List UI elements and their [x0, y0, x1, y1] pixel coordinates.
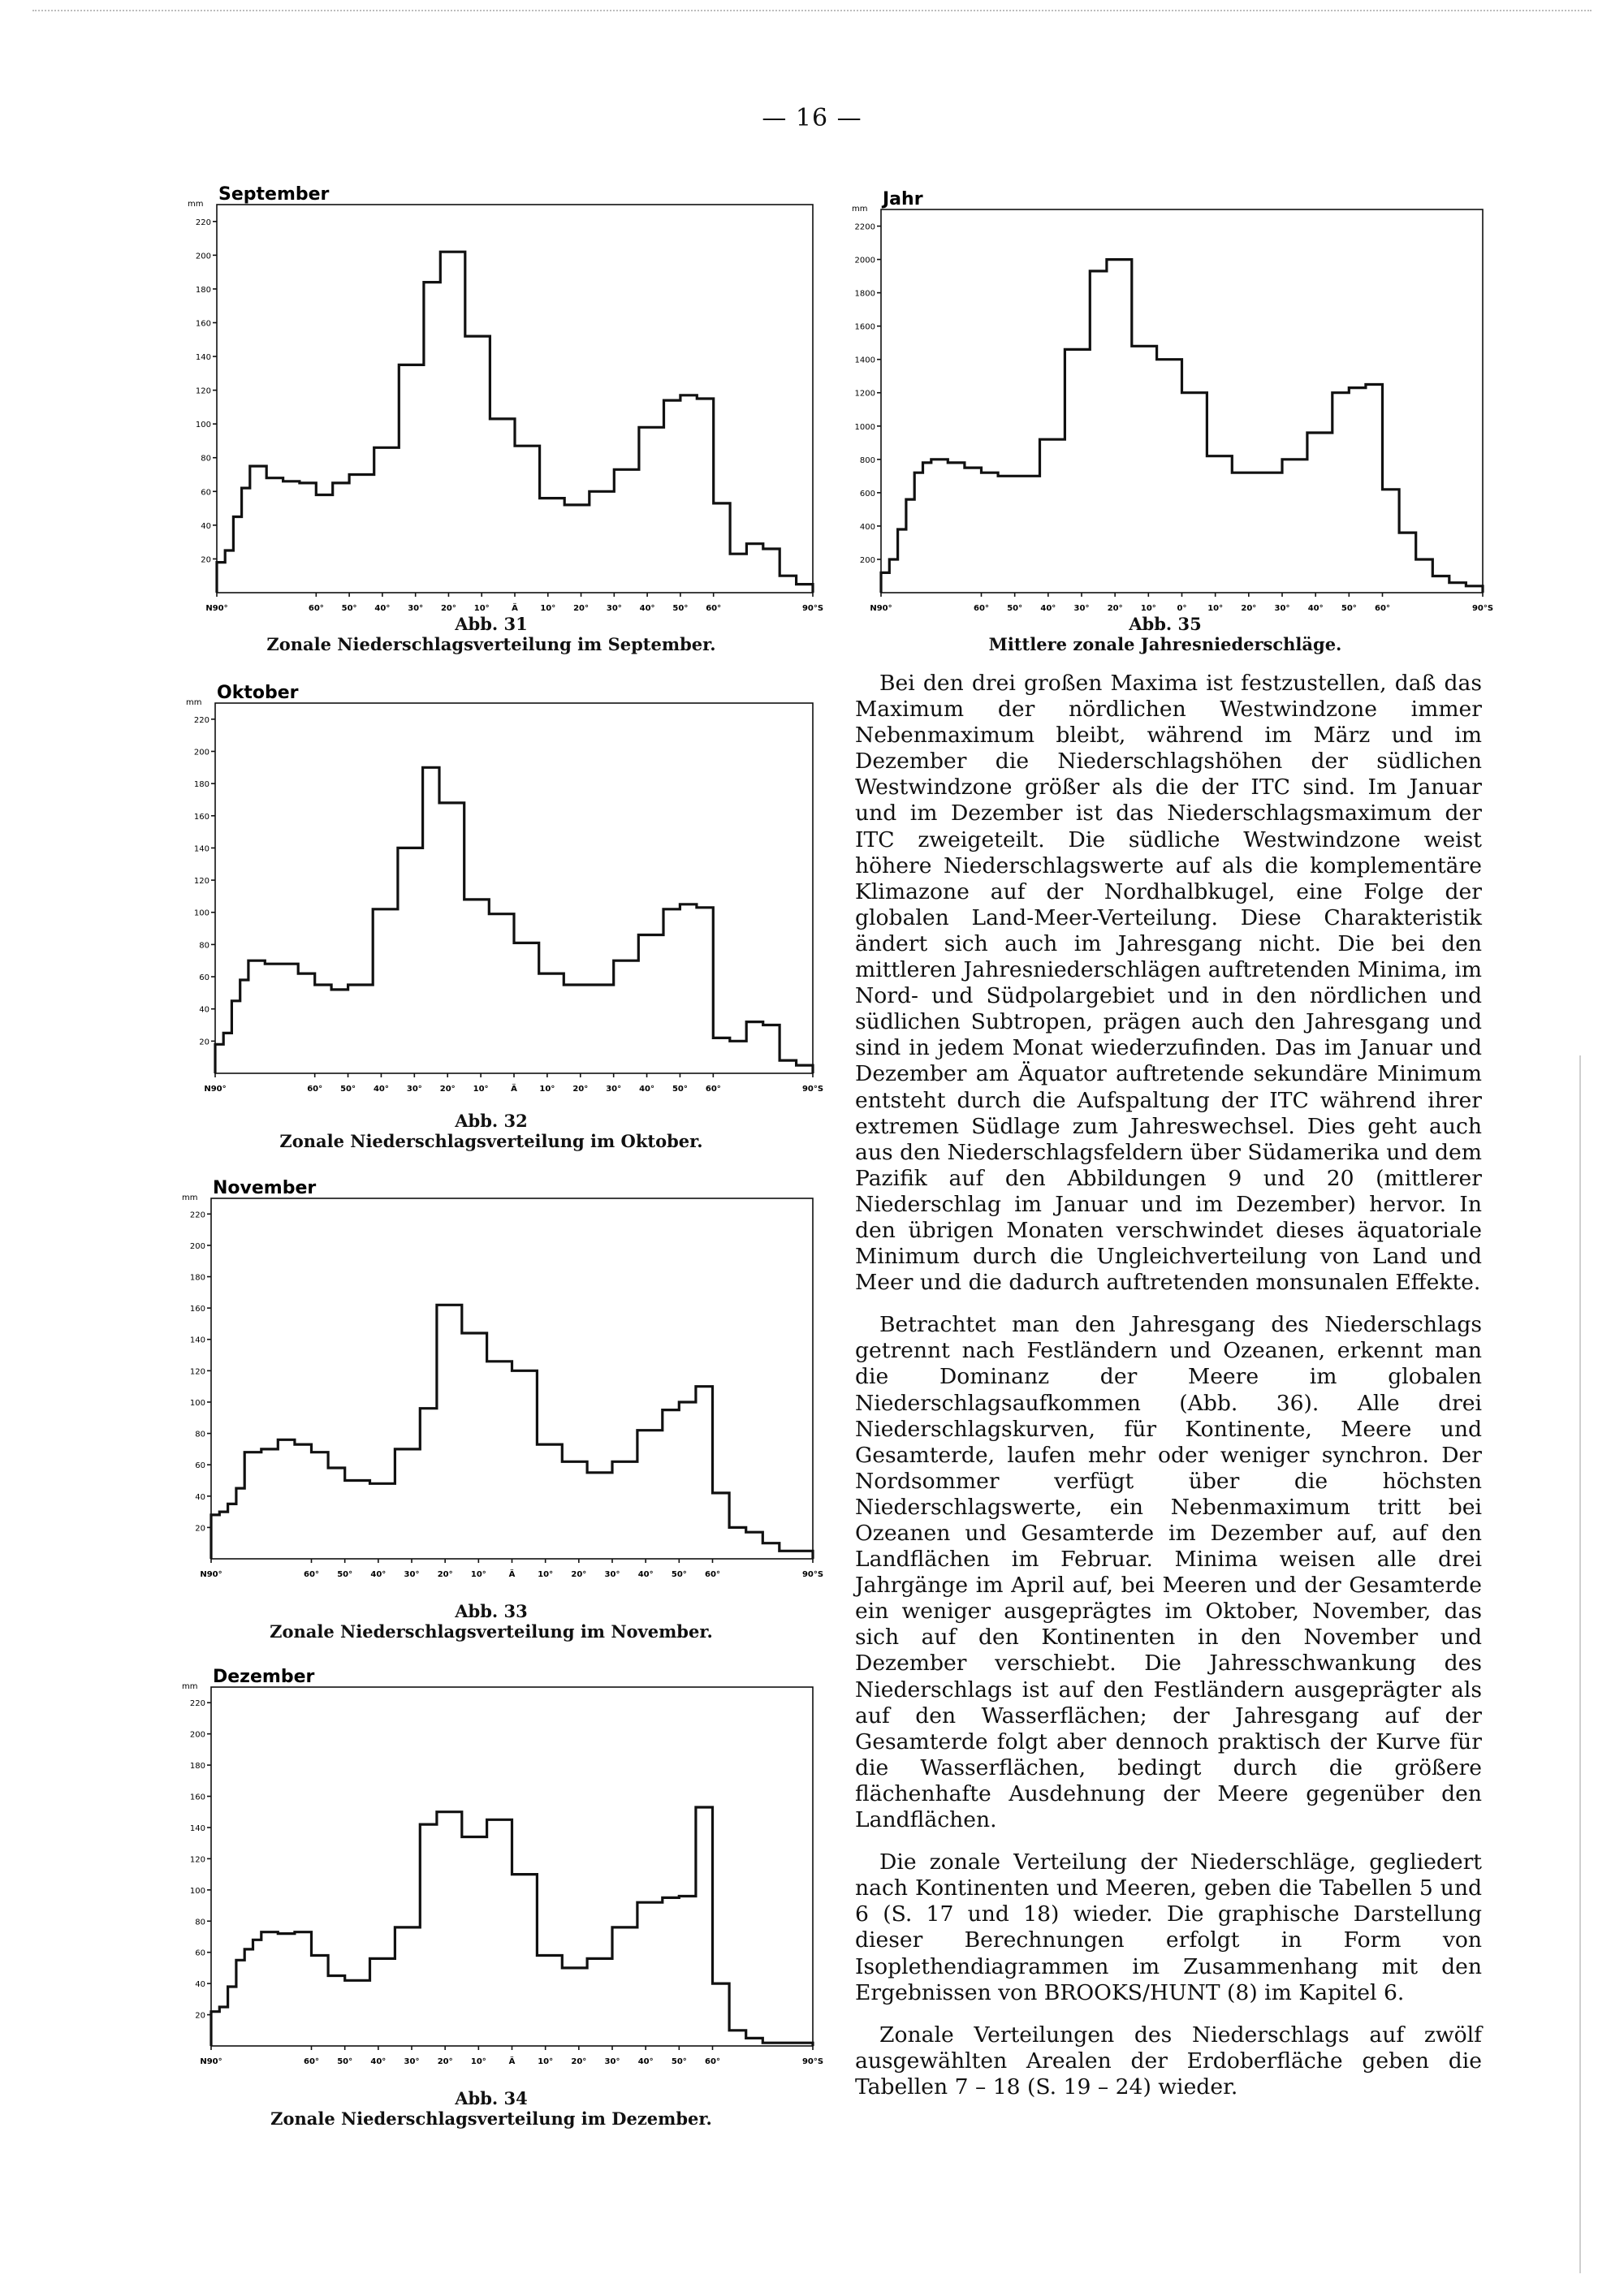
y-tick-label: 160: [195, 319, 211, 329]
unit-label: mm: [182, 1193, 198, 1202]
caption-abb34: [166, 2088, 816, 2129]
y-tick-label: 20: [195, 2011, 205, 2021]
caption-abb35-number: Abb. 35: [1129, 614, 1202, 634]
x-tick-label: Ä: [508, 2057, 516, 2066]
x-tick-label: N90°: [204, 1085, 227, 1094]
y-tick-label: 1600: [854, 322, 875, 332]
x-tick-label: 20°: [440, 604, 456, 613]
x-tick-label: 60°: [705, 2057, 720, 2066]
x-tick-label: 50°: [672, 1085, 688, 1094]
chart-svg-abb31: [166, 170, 824, 633]
x-tick-label: 90°S: [801, 1085, 824, 1094]
x-tick-label: 30°: [604, 2057, 620, 2066]
y-tick-label: 60: [195, 1461, 205, 1471]
caption-abb35-text: Mittlere zonale Jahresniederschläge.: [988, 634, 1342, 654]
x-tick-label: 60°: [706, 604, 722, 613]
x-tick-label: 10°: [538, 1570, 554, 1579]
x-tick-label: 90°S: [801, 604, 824, 613]
y-tick-label: 20: [199, 1038, 209, 1047]
chart-svg-abb33: [166, 1169, 824, 1599]
x-tick-label: 40°: [1040, 604, 1056, 613]
caption-abb32-text: Zonale Niederschlagsverteilung im Oktober.: [279, 1131, 703, 1151]
x-tick-label: 60°: [1375, 604, 1390, 613]
caption-abb32-number: Abb. 32: [455, 1111, 528, 1131]
y-tick-label: 180: [189, 1273, 205, 1283]
y-tick-label: 100: [189, 1398, 205, 1408]
x-tick-label: 20°: [571, 1570, 587, 1579]
figure-abb32: [166, 675, 824, 1114]
x-tick-label: 20°: [1241, 604, 1257, 613]
plot-frame: [881, 209, 1483, 593]
chart-svg-abb34: [166, 1656, 824, 2087]
x-tick-label: 10°: [473, 604, 490, 613]
x-tick-label: 60°: [308, 604, 324, 613]
figure-abb34: [166, 1656, 824, 2087]
y-tick-label: 2000: [854, 256, 875, 265]
y-tick-label: 20: [201, 555, 211, 565]
x-tick-label: 50°: [1341, 604, 1357, 613]
caption-abb35: [844, 614, 1486, 654]
x-tick-label: 50°: [340, 1085, 356, 1094]
paragraph-2: Betrachtet man den Jahresgang des Niederschlags getrennt nach Festländern und Ozeanen, erkennt man die Dominanz der Meere im globalen Niederschlagsaufkommen (Abb. 36). Alle drei Niederschlagskurven, für Kontinente, Meere und Gesamterde, laufen mehr oder weniger synchron. Der Nordsommer verfügt über die höchsten Niederschlagswerte, ein Nebenmaximum tritt bei Ozeanen und Gesamterde im Dezember auf, auf den Landflächen im Februar. Minima weisen alle drei Jahrgänge im April auf, bei Meeren und der Gesamterde ein weniger ausgeprägtes im Oktober, November, das sich auf den Kontinenten in den November und Dezember verschiebt. Die Jahresschwankung des Niederschlags ist auf den Festländern ausgeprägter als auf den Wasserflächen; der Jahresgang auf der Gesamterde folgt aber dennoch praktisch der Kurve für die Wasserflächen, bedingt durch die größere flächenhafte Ausdehnung der Meere gegenüber den Landflächen.: [855, 1312, 1482, 1833]
y-tick-label: 180: [193, 780, 209, 790]
caption-abb34-text: Zonale Niederschlagsverteilung im Dezember.: [270, 2108, 712, 2129]
x-tick-label: 10°: [540, 604, 556, 613]
y-tick-label: 1200: [854, 389, 875, 399]
x-tick-label: 10°: [470, 1570, 486, 1579]
scan-artifact-top: [32, 10, 1592, 11]
y-tick-label: 200: [193, 748, 209, 757]
y-tick-label: 180: [195, 285, 211, 295]
y-tick-label: 40: [195, 1492, 205, 1502]
x-tick-label: 40°: [1307, 604, 1324, 613]
x-tick-label: 50°: [671, 1570, 687, 1579]
y-tick-label: 80: [195, 1430, 205, 1439]
y-tick-label: 120: [195, 386, 211, 396]
x-tick-label: 20°: [439, 1085, 456, 1094]
x-tick-label: 10°: [470, 2057, 486, 2066]
x-tick-label: 40°: [370, 2057, 387, 2066]
x-tick-label: 0°: [1177, 604, 1187, 613]
figure-abb31: [166, 170, 824, 633]
x-tick-label: 50°: [337, 1570, 353, 1579]
y-tick-label: 160: [189, 1793, 205, 1802]
chart-title: September: [218, 184, 330, 205]
y-tick-label: 40: [195, 1980, 205, 1990]
caption-abb33-number: Abb. 33: [455, 1601, 528, 1621]
x-tick-label: 20°: [437, 1570, 453, 1579]
unit-label: mm: [188, 200, 204, 209]
y-tick-label: 220: [189, 1211, 205, 1220]
caption-abb31: [166, 614, 816, 654]
x-tick-label: N90°: [200, 2057, 222, 2066]
paragraph-4: Zonale Verteilungen des Niederschlags auf zwölf ausgewählten Arealen der Erdoberfläche geben die Tabellen 7 – 18 (S. 19 – 24) wieder.: [855, 2022, 1482, 2100]
x-tick-label: 30°: [1073, 604, 1090, 613]
y-tick-label: 40: [199, 1005, 209, 1015]
x-tick-label: 20°: [1107, 604, 1123, 613]
figure-abb33: [166, 1169, 824, 1599]
x-tick-label: 20°: [572, 1085, 589, 1094]
y-tick-label: 600: [859, 489, 875, 498]
y-tick-label: 1000: [854, 422, 875, 432]
y-tick-label: 200: [859, 555, 875, 565]
x-tick-label: 60°: [307, 1085, 323, 1094]
x-tick-label: N90°: [870, 604, 892, 613]
x-tick-label: 30°: [404, 2057, 420, 2066]
y-tick-label: 140: [193, 844, 209, 854]
x-tick-label: Ä: [511, 1085, 517, 1094]
series-step-line: [215, 767, 813, 1073]
x-tick-label: 40°: [637, 2057, 654, 2066]
page-number: — 16 —: [762, 104, 862, 132]
y-tick-label: 200: [189, 1730, 205, 1740]
unit-label: mm: [182, 1682, 198, 1691]
y-tick-label: 200: [189, 1241, 205, 1251]
x-tick-label: N90°: [200, 1570, 222, 1579]
x-tick-label: 10°: [1140, 604, 1156, 613]
figure-abb35: [844, 170, 1494, 633]
x-tick-label: 40°: [639, 1085, 655, 1094]
x-tick-label: 60°: [974, 604, 989, 613]
x-tick-label: 40°: [639, 604, 655, 613]
y-tick-label: 60: [195, 1949, 205, 1958]
x-tick-label: 50°: [341, 604, 357, 613]
y-tick-label: 120: [193, 877, 209, 887]
caption-abb31-text: Zonale Niederschlagsverteilung im September.: [266, 634, 716, 654]
x-tick-label: 10°: [473, 1085, 489, 1094]
x-tick-label: 50°: [671, 2057, 687, 2066]
body-text-column: [855, 671, 1482, 2117]
paragraph-3: Die zonale Verteilung der Niederschläge, gegliedert nach Kontinenten und Meeren, geben die Tabellen 5 und 6 (S. 17 und 18) wieder. Die graphische Darstellung dieser Berechnungen erfolgt in Form von Isoplethendiagrammen im Zusammenhang mit den Ergebnissen von BROOKS/HUNT (8) im Kapitel 6.: [855, 1849, 1482, 2005]
x-tick-label: 20°: [571, 2057, 587, 2066]
chart-title: Dezember: [213, 1667, 315, 1687]
y-tick-label: 180: [189, 1762, 205, 1772]
y-tick-label: 60: [199, 973, 209, 983]
series-step-line: [211, 1305, 813, 1559]
x-tick-label: 30°: [606, 1085, 622, 1094]
unit-label: mm: [852, 205, 868, 214]
x-tick-label: 30°: [404, 1570, 420, 1579]
caption-abb32: [166, 1111, 816, 1151]
y-tick-label: 80: [195, 1918, 205, 1927]
x-tick-label: 50°: [672, 604, 689, 613]
y-tick-label: 160: [189, 1305, 205, 1314]
x-tick-label: 50°: [337, 2057, 353, 2066]
chart-title: Jahr: [883, 189, 923, 209]
x-tick-label: 20°: [573, 604, 590, 613]
x-tick-label: 30°: [606, 604, 622, 613]
unit-label: mm: [186, 698, 202, 707]
x-tick-label: 40°: [373, 1085, 389, 1094]
chart-title: Oktober: [217, 683, 299, 703]
x-tick-label: 30°: [408, 604, 424, 613]
x-tick-label: 10°: [539, 1085, 555, 1094]
x-tick-label: 40°: [374, 604, 391, 613]
x-tick-label: Ä: [508, 1570, 516, 1579]
x-tick-label: 30°: [604, 1570, 620, 1579]
y-tick-label: 400: [859, 522, 875, 532]
y-tick-label: 140: [189, 1336, 205, 1345]
x-tick-label: 20°: [437, 2057, 453, 2066]
caption-abb33: [166, 1601, 816, 1642]
y-tick-label: 1800: [854, 289, 875, 299]
caption-abb33-text: Zonale Niederschlagsverteilung im November.: [270, 1621, 713, 1642]
x-tick-label: 90°S: [801, 2057, 824, 2066]
chart-svg-abb35: [844, 170, 1494, 633]
y-tick-label: 140: [195, 353, 211, 363]
chart-title: November: [213, 1178, 317, 1198]
x-tick-label: 90°S: [1471, 604, 1494, 613]
scan-artifact-edge: [1579, 1055, 1581, 2273]
x-tick-label: 60°: [705, 1085, 721, 1094]
y-tick-label: 1400: [854, 356, 875, 365]
y-tick-label: 120: [189, 1367, 205, 1377]
series-step-line: [211, 1807, 813, 2046]
y-tick-label: 100: [189, 1886, 205, 1896]
y-tick-label: 40: [201, 521, 211, 531]
caption-abb34-number: Abb. 34: [455, 2088, 528, 2108]
series-step-line: [217, 252, 813, 593]
x-tick-label: 10°: [1207, 604, 1224, 613]
x-tick-label: 60°: [304, 2057, 319, 2066]
x-tick-label: N90°: [205, 604, 228, 613]
y-tick-label: 220: [195, 218, 211, 227]
y-tick-label: 140: [189, 1823, 205, 1833]
plot-frame: [211, 1198, 813, 1559]
paragraph-1: Bei den drei großen Maxima ist festzustellen, daß das Maximum der nördlichen Westwindzone immer Nebenmaximum bleibt, während im März und im Dezember die Niederschlagshöhen der südlichen Westwindzone größer als die der ITC sind. Im Januar und im Dezember ist das Niederschlagsmaximum der ITC zweigeteilt. Die südliche Westwindzone weist höhere Niederschlagswerte auf als die komplementäre Klimazone auf der Nordhalbkugel, eine Folge der globalen Land-Meer-Verteilung. Diese Charakteristik ändert sich auch im Jahresgang nicht. Die bei den mittleren Jahresniederschlägen auftretenden Minima, im Nord- und Südpolargebiet und in den nördlichen und südlichen Subtropen, prägen auch den Jahresgang und sind in jedem Monat wiederzufinden. Das im Januar und Dezember am Äquator auftretende sekundäre Minimum entsteht durch die Aufspaltung der ITC während ihrer extremen Südlage zum Jahreswechsel. Dies geht auch aus den Niederschlagsfeldern über Südamerika und dem Pazifik auf den Abbildungen 9 und 20 (mittlerer Niederschlag im Januar und im Dezember) hervor. In den übrigen Monaten verschwindet dieses äquatoriale Minimum durch die Ungleichverteilung von Land und Meer und die dadurch auftretenden monsunalen Effekte.: [855, 671, 1482, 1296]
y-tick-label: 160: [193, 812, 209, 822]
plot-frame: [215, 703, 813, 1073]
y-tick-label: 100: [193, 908, 209, 918]
y-tick-label: 100: [195, 421, 211, 430]
x-tick-label: 40°: [637, 1570, 654, 1579]
y-tick-label: 20: [195, 1524, 205, 1534]
x-tick-label: 40°: [370, 1570, 387, 1579]
caption-abb31-number: Abb. 31: [455, 614, 528, 634]
y-tick-label: 120: [189, 1855, 205, 1865]
series-step-line: [881, 260, 1483, 593]
y-tick-label: 80: [199, 941, 209, 951]
x-tick-label: 30°: [406, 1085, 422, 1094]
x-tick-label: 60°: [705, 1570, 720, 1579]
chart-svg-abb32: [166, 675, 824, 1114]
y-tick-label: 200: [195, 252, 211, 261]
x-tick-label: 60°: [304, 1570, 319, 1579]
y-tick-label: 220: [189, 1699, 205, 1709]
y-tick-label: 60: [201, 488, 211, 498]
y-tick-label: 80: [201, 454, 211, 464]
x-tick-label: 90°S: [801, 1570, 824, 1579]
y-tick-label: 220: [193, 715, 209, 725]
x-tick-label: Ä: [512, 604, 518, 613]
y-tick-label: 2200: [854, 222, 875, 232]
plot-frame: [217, 205, 813, 593]
x-tick-label: 30°: [1274, 604, 1290, 613]
x-tick-label: 10°: [538, 2057, 554, 2066]
y-tick-label: 800: [859, 455, 875, 465]
x-tick-label: 50°: [1007, 604, 1023, 613]
